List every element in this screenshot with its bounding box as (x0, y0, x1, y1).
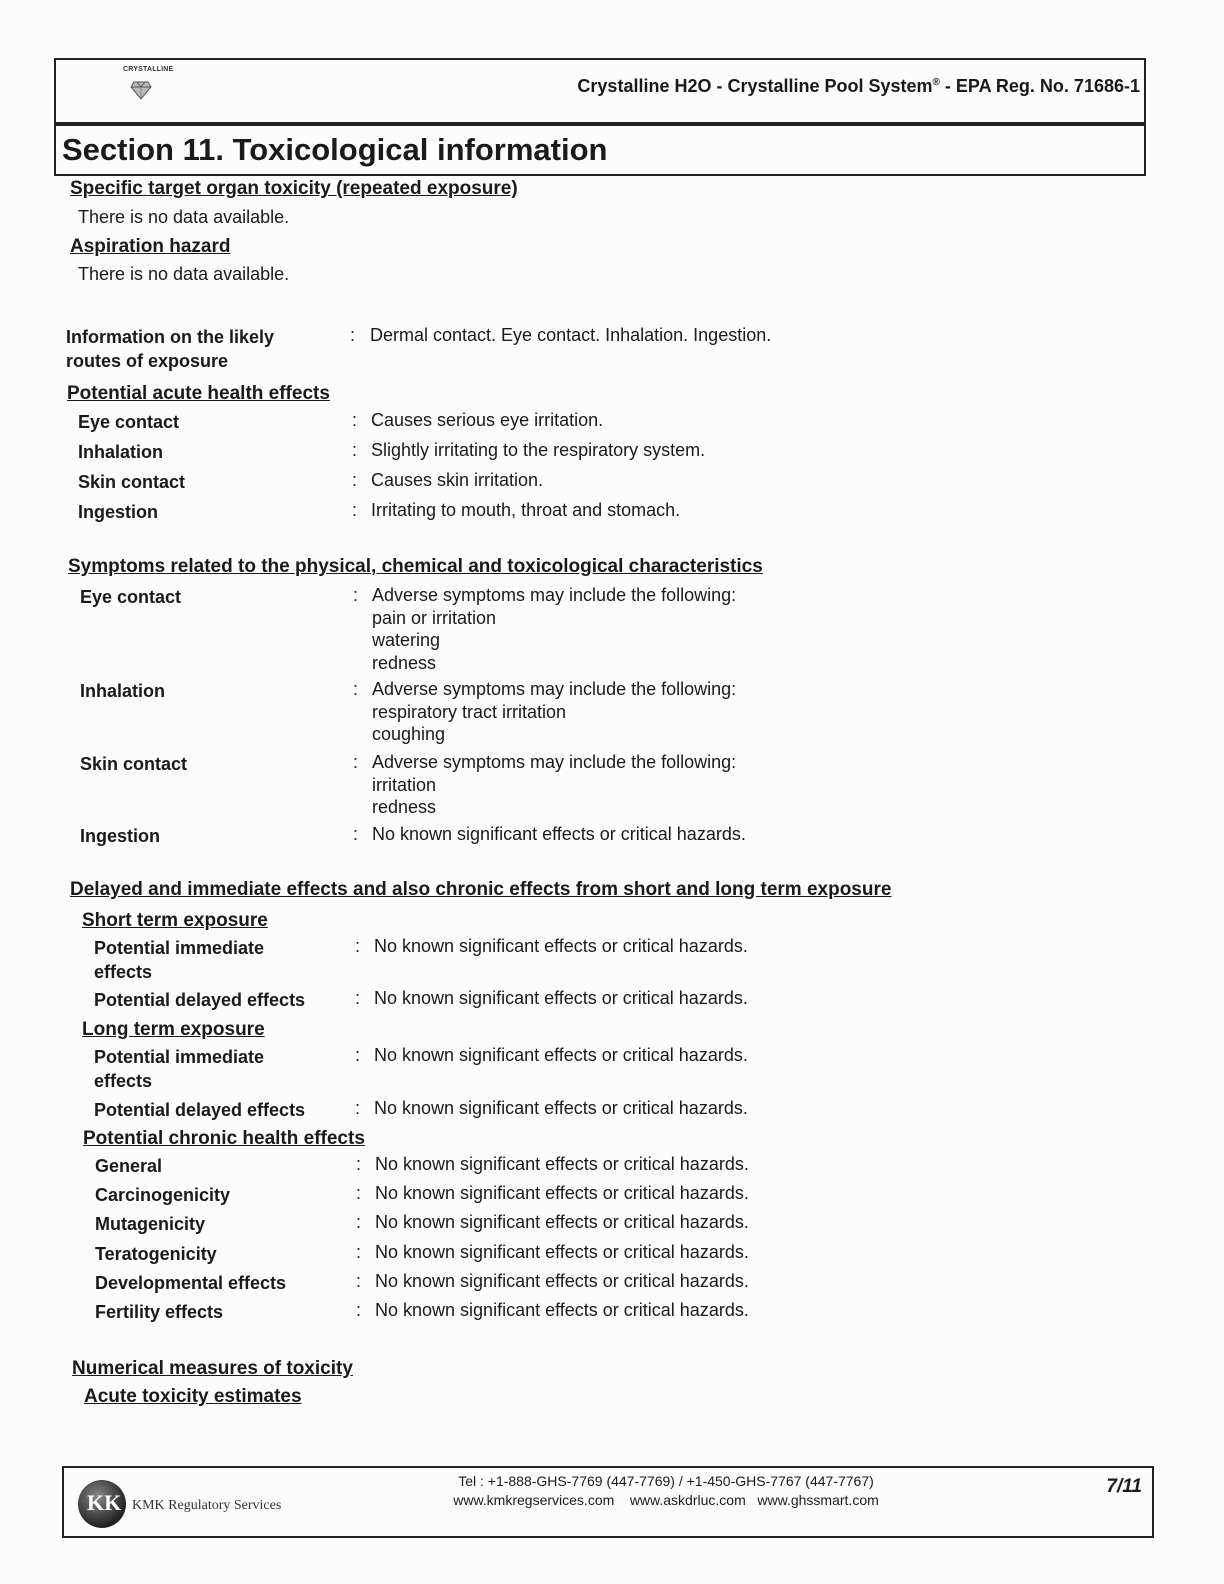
symptom-line: Adverse symptoms may include the following: (372, 585, 737, 605)
exposure-value: No known significant effects or critical hazards. (374, 1098, 748, 1118)
symptom-label: Eye contact (80, 587, 182, 607)
long-term-heading: Long term exposure (82, 1019, 265, 1040)
colon: : (356, 1270, 362, 1291)
chronic-label: Developmental effects (95, 1272, 287, 1293)
kmk-logo-letters: KK (87, 1490, 122, 1515)
chronic-value: No known significant effects or critical hazards. (375, 1241, 749, 1262)
symptom-line: irritation (372, 774, 437, 795)
colon: : (353, 752, 359, 772)
colon: : (356, 1212, 362, 1233)
chronic-value: No known significant effects or critical hazards. (375, 1212, 749, 1233)
acute-label: Eye contact (78, 412, 180, 432)
exposure-label-line: Potential delayed effects (94, 990, 306, 1010)
routes-label-line: routes of exposure (66, 351, 229, 371)
colon: : (352, 470, 358, 490)
chronic-heading: Potential chronic health effects (83, 1128, 365, 1149)
delayed-heading: Delayed and immediate effects and also chronic effects from short and long term exposure (70, 879, 892, 900)
exposure-label (94, 1098, 305, 1122)
exposure-label-line: effects (94, 962, 153, 982)
chronic-label: Carcinogenicity (95, 1185, 231, 1206)
symptom-label: Ingestion (80, 826, 160, 846)
chronic-value: No known significant effects or critical hazards. (375, 1154, 749, 1174)
symptom-line: Adverse symptoms may include the following: (372, 752, 737, 772)
product-name: Crystalline H2O - Crystalline Pool System (577, 76, 933, 96)
aspiration-heading: Aspiration hazard (70, 236, 231, 257)
colon: : (353, 824, 359, 844)
exposure-label-line: Potential immediate (94, 1047, 265, 1067)
exposure-label-line: Potential delayed effects (94, 1100, 306, 1120)
websites: www.kmkregservices.com www.askdrluc.com www.ghssmart.com (453, 1492, 879, 1508)
numerical-heading: Numerical measures of toxicity (72, 1358, 353, 1379)
exposure-value: No known significant effects or critical hazards. (374, 936, 748, 956)
colon: : (355, 1098, 361, 1118)
short-term-heading: Short term exposure (82, 910, 268, 931)
symptom-line: pain or irritation (372, 607, 497, 628)
acute-heading: Potential acute health effects (67, 383, 330, 404)
exposure-label-line: Potential immediate (94, 938, 265, 958)
product-title (577, 76, 1140, 97)
symptom-line: redness (372, 797, 437, 817)
chronic-label: General (95, 1156, 163, 1176)
acute-label: Skin contact (78, 472, 186, 492)
brand-logo (114, 66, 184, 73)
logo-text: CRYSTALLINE (123, 66, 174, 73)
chronic-label: Fertility effects (95, 1302, 224, 1322)
symptom-line: Adverse symptoms may include the following: (372, 679, 737, 699)
aspiration-text: There is no data available. (78, 264, 290, 284)
chronic-value: No known significant effects or critical hazards. (375, 1183, 749, 1204)
colon: : (355, 988, 361, 1008)
page-number: 7/11 (1106, 1476, 1142, 1497)
colon: : (355, 936, 361, 956)
acute-value: Slightly irritating to the respiratory system. (371, 440, 706, 460)
colon: : (352, 410, 358, 430)
colon: : (355, 1045, 361, 1065)
colon: : (356, 1183, 362, 1204)
routes-value: Dermal contact. Eye contact. Inhalation. Ingestion. (370, 325, 772, 345)
exposure-label (94, 988, 305, 1012)
chronic-label: Teratogenicity (95, 1243, 217, 1264)
symptom-line: respiratory tract irritation (372, 701, 567, 722)
company-name: KMK Regulatory Services (132, 1498, 282, 1513)
exposure-value: No known significant effects or critical hazards. (374, 988, 748, 1008)
colon: : (352, 440, 358, 460)
symptom-label: Skin contact (80, 754, 188, 774)
telephone: Tel : +1-888-GHS-7769 (447-7769) / +1-450-GHS-7767 (447-7767) (458, 1473, 874, 1489)
exposure-label (94, 1045, 264, 1093)
routes-label (66, 325, 274, 373)
document-footer (62, 1466, 1154, 1538)
exposure-value: No known significant effects or critical hazards. (374, 1045, 748, 1065)
contact-info (416, 1472, 916, 1510)
document-header (54, 58, 1146, 124)
colon: : (350, 325, 356, 345)
colon: : (356, 1241, 362, 1262)
symptom-line: No known significant effects or critical hazards. (372, 824, 746, 844)
chronic-value: No known significant effects or critical hazards. (375, 1300, 749, 1320)
acute-value: Irritating to mouth, throat and stomach. (371, 500, 681, 520)
stot-text: There is no data available. (78, 207, 290, 227)
registered-mark: ® (932, 77, 940, 88)
exposure-label-line: effects (94, 1071, 153, 1091)
colon: : (353, 585, 359, 605)
symptoms-heading: Symptoms related to the physical, chemical and toxicological characteristics (68, 556, 763, 577)
diamond-icon (130, 80, 152, 100)
symptom-line: watering (372, 630, 441, 650)
epa-reg-number: - EPA Reg. No. 71686-1 (939, 76, 1140, 96)
symptom-line: redness (372, 652, 437, 673)
section-header (54, 124, 1146, 176)
colon: : (356, 1300, 362, 1320)
acute-label: Inhalation (78, 442, 163, 462)
chronic-label: Mutagenicity (95, 1214, 206, 1235)
acute-value: Causes serious eye irritation. (371, 410, 604, 430)
acute-value: Causes skin irritation. (371, 470, 544, 490)
routes-label-line: Information on the likely (66, 327, 275, 347)
colon: : (352, 500, 358, 520)
acute-toxicity-estimates-heading: Acute toxicity estimates (84, 1386, 302, 1407)
colon: : (353, 679, 359, 699)
kmk-logo (78, 1480, 126, 1528)
chronic-value: No known significant effects or critical hazards. (375, 1270, 749, 1291)
symptom-line: coughing (372, 724, 446, 744)
acute-label: Ingestion (78, 502, 158, 522)
colon: : (356, 1154, 362, 1174)
stot-heading: Specific target organ toxicity (repeated exposure) (70, 178, 518, 199)
section-title: Section 11. Toxicological information (62, 132, 608, 167)
exposure-label (94, 936, 264, 984)
symptom-label: Inhalation (80, 681, 165, 701)
